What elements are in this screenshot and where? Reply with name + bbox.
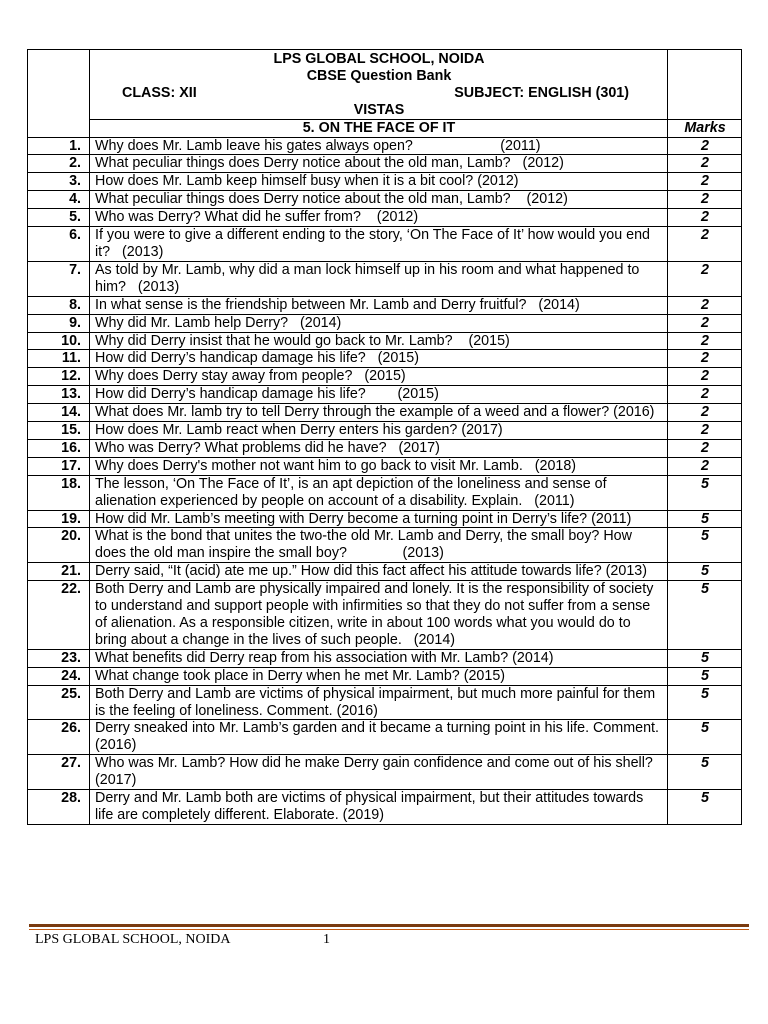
question-number: 10. (28, 332, 90, 350)
question-marks: 2 (668, 439, 742, 457)
question-text: How does Mr. Lamb react when Derry enters his garden? (2017) (90, 422, 668, 440)
question-text: Why did Derry insist that he would go back to Mr. Lamb? (2015) (90, 332, 668, 350)
question-text: Why does Derry stay away from people? (2015) (90, 368, 668, 386)
question-number: 7. (28, 261, 90, 296)
question-bank-table (27, 49, 742, 825)
question-row (28, 720, 742, 755)
title-number-cell (28, 50, 90, 120)
question-row (28, 475, 742, 510)
question-text: What benefits did Derry reap from his association with Mr. Lamb? (2014) (90, 649, 668, 667)
class-subject-line (95, 85, 663, 102)
question-marks: 5 (668, 563, 742, 581)
question-number: 22. (28, 581, 90, 650)
question-marks: 2 (668, 332, 742, 350)
question-row (28, 457, 742, 475)
question-bank-title: CBSE Question Bank (306, 67, 452, 84)
question-marks: 2 (668, 209, 742, 227)
question-number: 11. (28, 350, 90, 368)
question-text: Derry sneaked into Mr. Lamb’s garden and it became a turning point in his life. Comment. (2016) (90, 720, 668, 755)
footer-school-name: LPS GLOBAL SCHOOL, NOIDA (35, 932, 231, 947)
question-number: 26. (28, 720, 90, 755)
question-row (28, 227, 742, 262)
question-marks: 5 (668, 667, 742, 685)
question-row (28, 649, 742, 667)
question-marks: 5 (668, 475, 742, 510)
question-marks: 2 (668, 314, 742, 332)
question-number: 13. (28, 386, 90, 404)
question-text: How did Derry’s handicap damage his life? (2015) (90, 350, 668, 368)
class-label: CLASS: XII (122, 84, 197, 101)
question-number: 19. (28, 510, 90, 528)
question-text: What does Mr. lamb try to tell Derry through the example of a weed and a flower? (2016) (90, 404, 668, 422)
question-marks: 2 (668, 368, 742, 386)
question-row (28, 528, 742, 563)
question-marks: 2 (668, 261, 742, 296)
question-marks: 2 (668, 137, 742, 155)
question-number: 4. (28, 191, 90, 209)
question-number: 25. (28, 685, 90, 720)
question-number: 16. (28, 439, 90, 457)
question-row (28, 261, 742, 296)
question-text: What peculiar things does Derry notice about the old man, Lamb? (2012) (90, 155, 668, 173)
question-marks: 5 (668, 649, 742, 667)
question-text: How does Mr. Lamb keep himself busy when it is a bit cool? (2012) (90, 173, 668, 191)
question-row (28, 790, 742, 825)
question-row (28, 667, 742, 685)
question-text: Why did Mr. Lamb help Derry? (2014) (90, 314, 668, 332)
question-row (28, 404, 742, 422)
question-text: What peculiar things does Derry notice about the old man, Lamb? (2012) (90, 191, 668, 209)
book-title: VISTAS (353, 101, 405, 118)
school-name: LPS GLOBAL SCHOOL, NOIDA (273, 51, 485, 67)
question-marks: 2 (668, 227, 742, 262)
question-table-body (28, 50, 742, 825)
title-marks-cell (668, 50, 742, 120)
question-text: Why does Derry's mother not want him to go back to visit Mr. Lamb. (2018) (90, 457, 668, 475)
question-text: What is the bond that unites the two-the old Mr. Lamb and Derry, the small boy? How does the old man inspire the small boy? (2013) (90, 528, 668, 563)
question-text: What change took place in Derry when he met Mr. Lamb? (2015) (90, 667, 668, 685)
chapter-row (28, 119, 742, 137)
question-marks: 5 (668, 790, 742, 825)
question-number: 8. (28, 296, 90, 314)
question-text: How did Mr. Lamb’s meeting with Derry become a turning point in Derry’s life? (2011) (90, 510, 668, 528)
question-row (28, 209, 742, 227)
question-marks: 2 (668, 404, 742, 422)
question-marks: 2 (668, 155, 742, 173)
question-row (28, 422, 742, 440)
title-row (28, 50, 742, 120)
question-marks: 2 (668, 457, 742, 475)
question-row (28, 685, 742, 720)
question-text: Both Derry and Lamb are victims of physical impairment, but much more painful for them is the feeling of loneliness. Comment. (2016) (90, 685, 668, 720)
question-text: Derry and Mr. Lamb both are victims of physical impairment, but their attitudes towards life are completely different. Elaborate. (2019) (90, 790, 668, 825)
question-row (28, 581, 742, 650)
question-row (28, 386, 742, 404)
question-number: 20. (28, 528, 90, 563)
question-text: Who was Derry? What problems did he have? (2017) (90, 439, 668, 457)
question-row (28, 296, 742, 314)
question-text: Why does Mr. Lamb leave his gates always open? (2011) (90, 137, 668, 155)
question-marks: 2 (668, 191, 742, 209)
question-row (28, 155, 742, 173)
question-marks: 2 (668, 422, 742, 440)
question-marks: 2 (668, 386, 742, 404)
question-row (28, 332, 742, 350)
question-marks: 5 (668, 528, 742, 563)
footer-rule-thick (29, 924, 749, 927)
question-row (28, 755, 742, 790)
question-text: In what sense is the friendship between Mr. Lamb and Derry fruitful? (2014) (90, 296, 668, 314)
question-row (28, 173, 742, 191)
question-text: If you were to give a different ending to the story, ‘On The Face of It’ how would you end it? (2013) (90, 227, 668, 262)
question-number: 28. (28, 790, 90, 825)
question-marks: 5 (668, 755, 742, 790)
question-number: 1. (28, 137, 90, 155)
question-row (28, 368, 742, 386)
question-row (28, 314, 742, 332)
question-number: 17. (28, 457, 90, 475)
question-number: 9. (28, 314, 90, 332)
question-marks: 5 (668, 720, 742, 755)
question-row (28, 191, 742, 209)
question-marks: 2 (668, 296, 742, 314)
question-number: 5. (28, 209, 90, 227)
question-row (28, 137, 742, 155)
question-text: Who was Derry? What did he suffer from? (2012) (90, 209, 668, 227)
marks-header: Marks (668, 119, 742, 137)
question-row (28, 439, 742, 457)
footer-page-number: 1 (323, 932, 330, 947)
question-number: 6. (28, 227, 90, 262)
question-text: How did Derry’s handicap damage his life? (2015) (90, 386, 668, 404)
question-row (28, 563, 742, 581)
question-marks: 2 (668, 173, 742, 191)
question-marks: 2 (668, 350, 742, 368)
subject-label: SUBJECT: ENGLISH (301) (454, 84, 629, 101)
question-row (28, 350, 742, 368)
chapter-title: 5. ON THE FACE OF IT (90, 119, 668, 137)
title-cell (90, 50, 668, 120)
question-text: Who was Mr. Lamb? How did he make Derry gain confidence and come out of his shell? (2017) (90, 755, 668, 790)
chapter-number-cell (28, 119, 90, 137)
question-marks: 5 (668, 510, 742, 528)
question-text: The lesson, ‘On The Face of It’, is an apt depiction of the loneliness and sense of alienation experienced by people on account of a disability. Explain. (2011) (90, 475, 668, 510)
question-marks: 5 (668, 581, 742, 650)
question-number: 14. (28, 404, 90, 422)
question-number: 2. (28, 155, 90, 173)
question-number: 21. (28, 563, 90, 581)
question-number: 3. (28, 173, 90, 191)
question-number: 15. (28, 422, 90, 440)
question-text: Both Derry and Lamb are physically impaired and lonely. It is the responsibility of society to understand and support people with infirmities so that they do not suffer from a sense of alienation. As a responsible citizen, write in about 100 words what you would do to bring about a change in the lives of such people. (2014) (90, 581, 668, 650)
question-number: 24. (28, 667, 90, 685)
question-text: Derry said, “It (acid) ate me up.” How did this fact affect his attitude towards life? (2013) (90, 563, 668, 581)
question-number: 18. (28, 475, 90, 510)
question-text: As told by Mr. Lamb, why did a man lock himself up in his room and what happened to him? (2013) (90, 261, 668, 296)
footer-rule-thin (29, 929, 749, 930)
question-number: 23. (28, 649, 90, 667)
question-marks: 5 (668, 685, 742, 720)
question-row (28, 510, 742, 528)
question-number: 12. (28, 368, 90, 386)
question-number: 27. (28, 755, 90, 790)
